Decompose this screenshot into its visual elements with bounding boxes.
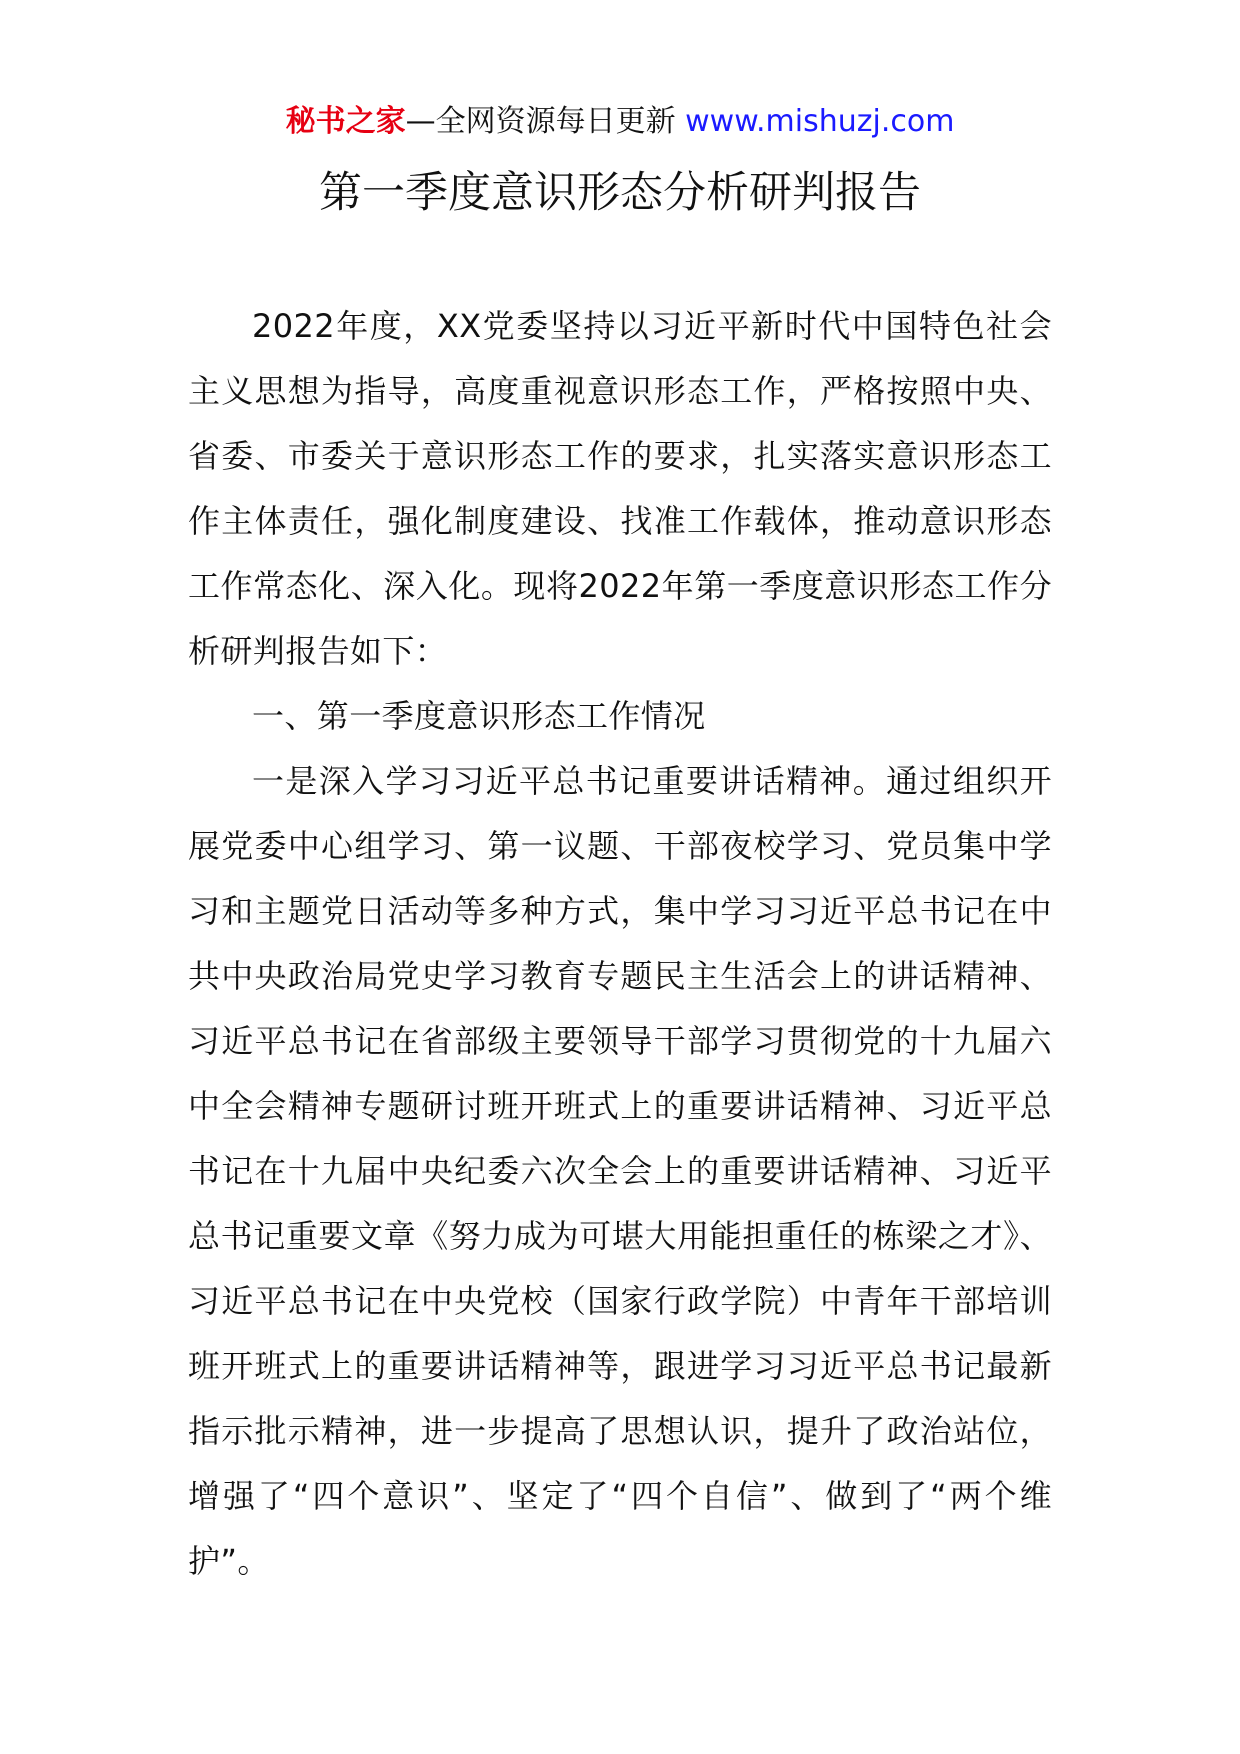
document-title: 第一季度意识形态分析研判报告 bbox=[319, 168, 921, 218]
site-brand: 秘书之家 bbox=[285, 104, 406, 139]
section-heading: 一、第一季度意识形态工作情况 bbox=[252, 697, 706, 735]
site-header bbox=[0, 102, 1240, 142]
site-slogan: —全网资源每日更新 bbox=[405, 104, 686, 139]
section-paragraph: 一是深入学习习近平总书记重要讲话精神。通过组织开展党委中心组学习、第一议题、干部夜校学习、党员集中学习和主题党日活动等多种方式，集中学习习近平总书记在中共中央政治局党史学习教育专题民主生活会上的讲话精神、习近平总书记在省部级主要领导干部学习贯彻党的十九届六中全会精神专题研讨班开班式上的重要讲话精神、习近平总书记在十九届中央纪委六次全会上的重要讲话精神、习近平总书记重要文章《努力成为可堪大用能担重任的栋梁之才》、习近平总书记在中央党校（国家行政学院）中青年干部培训班开班式上的重要讲话精神等，跟进学习习近平总书记最新指示批示精神，进一步提高了思想认识，提升了政治站位，增强了“四个意识”、坚定了“四个自信”、做到了“两个维护”。 bbox=[188, 762, 1052, 1580]
intro-paragraph: 2022年度，XX党委坚持以习近平新时代中国特色社会主义思想为指导，高度重视意识形态工作，严格按照中央、省委、市委关于意识形态工作的要求，扎实落实意识形态工作主体责任，强化制度建设、找准工作载体，推动意识形态工作常态化、深入化。现将2022年第一季度意识形态工作分析研判报告如下： bbox=[188, 307, 1052, 670]
document-body bbox=[188, 294, 1052, 1594]
site-url-link[interactable]: www.mishuzj.com bbox=[685, 104, 955, 139]
